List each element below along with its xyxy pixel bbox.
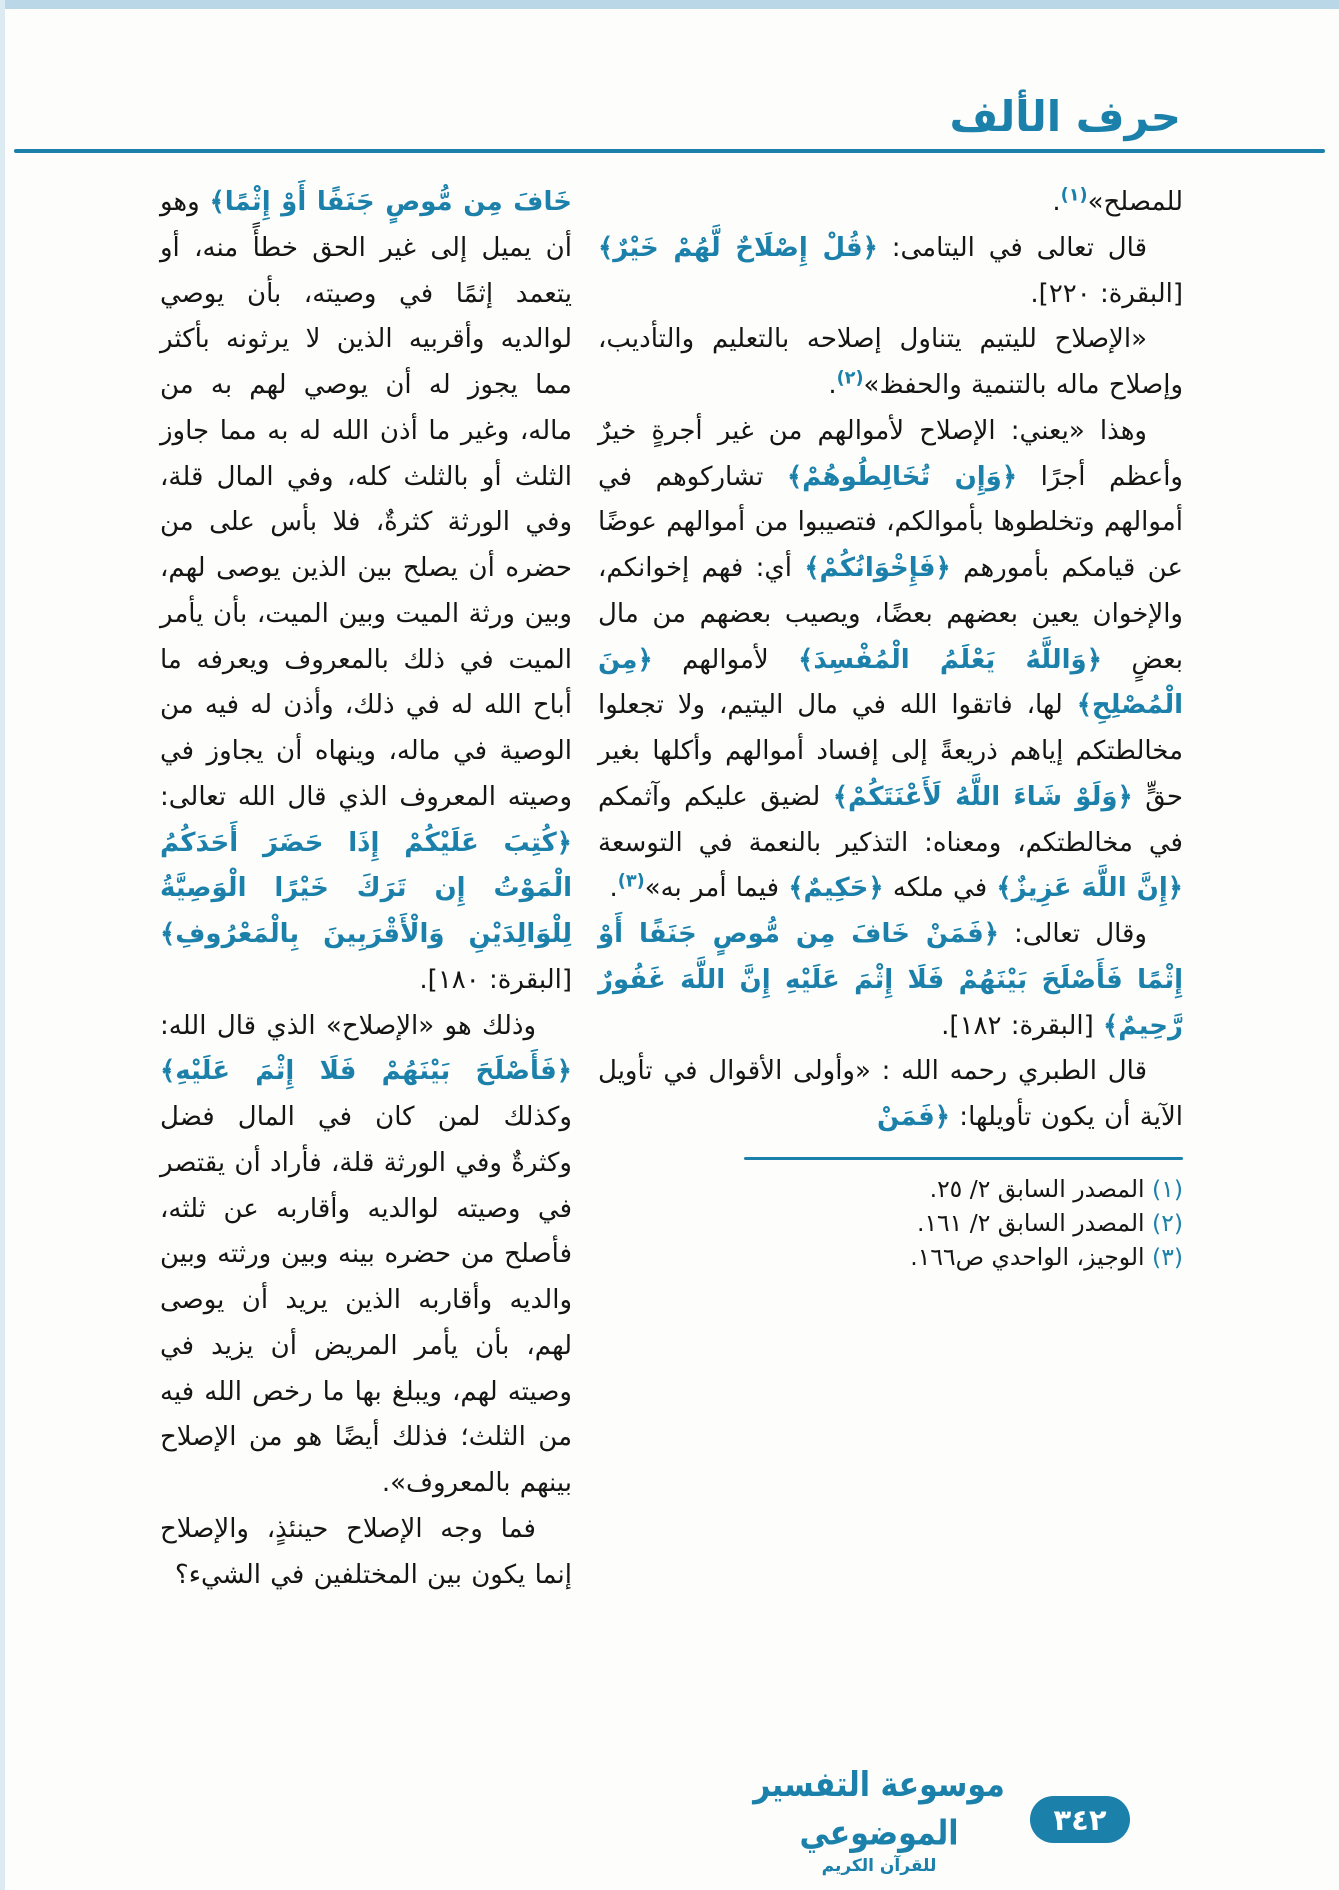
footnote	[598, 1206, 1183, 1240]
paragraph	[160, 180, 572, 1004]
paragraph	[598, 226, 1183, 318]
quran-verse: ﴿وَإِن تُخَالِطُوهُمْ﴾	[786, 461, 1018, 492]
quran-verse: ﴿قُلْ إِصْلَاحٌ لَّهُمْ خَيْرٌ﴾	[598, 232, 878, 263]
quran-verse: ﴿مِنَ الْمُصْلِحِ﴾	[598, 644, 1183, 721]
header-divider	[14, 149, 1325, 153]
body-text: .	[828, 370, 837, 400]
column-right-paragraphs	[598, 180, 1183, 1141]
quran-verse: ﴿فَإِخْوَانُكُمْ﴾	[804, 553, 951, 583]
body-text: في ملكه	[883, 873, 997, 904]
logo-text-main: موسوعة التفسير الموضوعي	[753, 1765, 1005, 1854]
footnote-marker: (١)	[1060, 185, 1088, 206]
body-text: فيما أمر به»	[644, 873, 789, 904]
footnote-text: الوجيز، الواحدي ص١٦٦.	[910, 1242, 1145, 1271]
section-header: حرف الألف	[949, 92, 1181, 141]
body-text: لضيق عليكم وآثمكم في مخالطتكم، ومعناه: التذكير بالنعمة في التوسعة	[598, 781, 1183, 858]
body-text: وهذا «يعني: الإصلاح لأموالهم من غير أجرةٍ خيرٌ وأعظم أجرًا	[598, 415, 1183, 492]
quran-verse: ﴿كُتِبَ عَلَيْكُمْ إِذَا حَضَرَ أَحَدَكُمُ الْمَوْتُ إِن تَرَكَ خَيْرًا الْوَصِيَّةُ لِلْوَالِدَيْنِ وَالْأَقْرَبِينَ بِالْمَعْرُوفِ﴾	[160, 827, 572, 949]
quran-verse: ﴿فَمَنْ خَافَ مِن مُّوصٍ جَنَفًا أَوْ إِثْمًا فَأَصْلَحَ بَيْنَهُمْ فَلَا إِثْمَ عَلَيْهِ إِنَّ اللَّهَ غَفُورٌ رَّحِيمٌ﴾	[598, 919, 1183, 1041]
footnote-number: (٢)	[1144, 1208, 1183, 1237]
body-text: أي: فهم إخوانكم، والإخوان يعين بعضهم بعضًا، ويصيب بعضهم من مال بعضٍ	[598, 553, 1183, 675]
footnote-separator	[744, 1157, 1183, 1160]
body-text: لأموالهم	[652, 644, 799, 675]
paragraph	[160, 1004, 572, 1507]
quran-verse: ﴿فَأَصْلَحَ بَيْنَهُمْ فَلَا إِثْمَ عَلَيْهِ﴾	[160, 1056, 572, 1087]
footnote-number: (١)	[1144, 1174, 1183, 1203]
body-text: فما وجه الإصلاح حينئذٍ، والإصلاح إنما يكون بين المختلفين في الشيء؟	[160, 1513, 572, 1590]
body-text: قال الطبري رحمه الله : «وأولى الأقوال في تأويل الآية أن يكون تأويلها:	[598, 1056, 1183, 1132]
body-text: [البقرة: ١٨٠].	[419, 964, 572, 995]
paragraph	[598, 1049, 1183, 1141]
body-text: للمصلح»	[1087, 187, 1183, 217]
column-right	[598, 180, 1183, 1274]
quran-verse: ﴿حَكِيمٌ﴾	[788, 873, 884, 904]
page-number-badge	[1030, 1796, 1130, 1843]
body-text: .	[1052, 187, 1061, 217]
body-text: [البقرة: ٢٢٠].	[1030, 278, 1183, 309]
paragraph	[598, 317, 1183, 409]
footnotes-block	[598, 1172, 1183, 1274]
footnote-text: المصدر السابق ٢/ ١٦١.	[916, 1208, 1145, 1237]
quran-verse: خَافَ مِن مُّوصٍ جَنَفًا أَوْ إِثْمًا﴾	[209, 187, 572, 217]
page-number: ٣٤٢	[1053, 1802, 1107, 1837]
body-text: [البقرة: ١٨٢].	[941, 1010, 1104, 1041]
footnote	[598, 1240, 1183, 1274]
page-left-edge	[0, 0, 5, 1890]
body-text: وقال تعالى:	[998, 919, 1147, 949]
quran-verse: ﴿وَاللَّهُ يَعْلَمُ الْمُفْسِدَ﴾	[798, 644, 1102, 675]
column-left	[160, 180, 572, 1598]
body-text: وكذلك لمن كان في المال فضل وكثرةٌ وفي الورثة قلة، فأراد أن يقتصر في وصيته لوالديه وأقاربه عن ثلثه، فأصلح من حضره بينه وبين ورثته وبين والديه وأقاربه الذين يريد أن يوصى لهم، بأن يأمر المريض أن يزيد في وصيته لهم، ويبلغ بها ما رخص الله فيه من الثلث؛ فذلك أيضًا هو من الإصلاح بينهم بالمعروف».	[160, 1102, 572, 1498]
body-text: «الإصلاح لليتيم يتناول إصلاحه بالتعليم والتأديب، وإصلاح ماله بالتنمية والحفظ»	[598, 324, 1183, 400]
paragraph	[598, 180, 1183, 226]
footnote-number: (٣)	[1144, 1242, 1183, 1271]
body-text: وذلك هو «الإصلاح» الذي قال الله:	[160, 1010, 536, 1041]
footnote-marker: (٢)	[836, 368, 864, 389]
body-text: .	[609, 873, 618, 904]
footnote-marker: (٣)	[617, 871, 645, 892]
logo-text-sub: للقرآن الكريم	[821, 1856, 937, 1876]
body-text: قال تعالى في اليتامى:	[877, 232, 1147, 263]
quran-verse: ﴿إِنَّ اللَّهَ عَزِيزٌ﴾	[996, 873, 1183, 904]
footnote-text: المصدر السابق ٢/ ٢٥.	[929, 1174, 1145, 1203]
quran-verse: ﴿فَمَنْ	[876, 1102, 951, 1132]
footnote	[598, 1172, 1183, 1206]
paragraph	[598, 912, 1183, 1049]
body-text: تشاركوهم في أموالهم وتخلطوها بأموالكم، فتصيبوا من أموالهم عوضًا عن قيامكم بأمورهم	[598, 461, 1183, 583]
quran-verse: ﴿وَلَوْ شَاءَ اللَّهُ لَأَعْنَتَكُمْ﴾	[832, 781, 1133, 812]
publisher-logo	[749, 1765, 1009, 1876]
page-top-edge	[0, 0, 1339, 9]
page-content	[160, 180, 1183, 1598]
body-text: لها، فاتقوا الله في مال اليتيم، ولا تجعلوا مخالطتكم إياهم ذريعةً إلى إفساد أموالهم وأكلها بغير حقٍّ	[598, 690, 1183, 812]
body-text: وهو أن يميل إلى غير الحق خطأً منه، أو يتعمد إثمًا في وصيته، بأن يوصي لوالديه وأقربيه الذين لا يرثونه بأكثر مما يجوز له أن يوصي لهم به من ماله، وغير ما أذن الله له به مما جاوز الثلث أو بالثلث كله، وفي المال قلة، وفي الورثة كثرةٌ، فلا بأس على من حضره أن يصلح بين الذين يوصى لهم، وبين ورثة الميت وبين الميت، بأن يأمر الميت في ذلك بالمعروف ويعرفه ما أباح الله له في ذلك، وأذن له فيه من الوصية في ماله، وينهاه أن يجاوز في وصيته المعروف الذي قال الله تعالى:	[160, 187, 572, 812]
paragraph	[160, 1507, 572, 1599]
paragraph	[598, 409, 1183, 912]
